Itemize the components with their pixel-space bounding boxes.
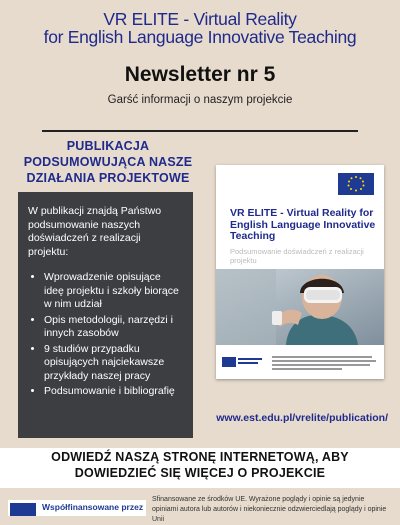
- vr-headset-photo: [216, 269, 384, 345]
- cofunded-logo-text: Współfinansowane przez: [42, 502, 144, 512]
- eu-flag-icon: [10, 503, 36, 516]
- publication-intro: W publikacji znajdą Państwo podsumowanie naszych doświadczeń z realizacji projektu:: [28, 205, 162, 258]
- cta-text: [0, 449, 400, 481]
- funding-disclaimer: Sfinansowane ze środków UE. Wyrażone poglądy i opinie są jedynie opiniami autora lub autorów i niekoniecznie odzwierciedlają poglądy i opinie Unii: [152, 496, 387, 523]
- eu-flag-icon: [338, 173, 374, 195]
- cover-footer: [222, 353, 378, 373]
- publication-link[interactable]: www.est.edu.pl/vrelite/publication/: [216, 412, 388, 424]
- project-title: [0, 10, 400, 46]
- divider-line: [42, 130, 358, 132]
- list-item: • Wprowadzenie opisujące ideę projektu i szkoły biorące w nim udział: [44, 271, 183, 312]
- publication-contents-list: [28, 271, 183, 399]
- cofunded-logo: [8, 500, 146, 516]
- eu-logo-icon: [222, 357, 262, 369]
- newsletter-heading: Newsletter nr 5: [124, 63, 276, 86]
- publication-heading-line2: PODSUMOWUJĄCA NASZE: [23, 155, 193, 169]
- cover-title: VR ELITE - Virtual Reality for English Language Innovative Teaching: [230, 207, 376, 242]
- publication-summary-box: [18, 192, 193, 438]
- publication-heading-line3: DZIAŁANIA PROJEKTOWE: [26, 171, 190, 185]
- list-item: • Podsumowanie i bibliografię: [44, 385, 183, 399]
- publication-cover-image[interactable]: [216, 165, 384, 379]
- newsletter-subtitle: Garść informacji o naszym projekcie: [107, 94, 293, 106]
- list-item: • 9 studiów przypadku opisujących najciekawsze przykłady naszej pracy: [44, 343, 183, 384]
- publication-heading-line1: PUBLIKACJA: [66, 139, 150, 153]
- project-title-line1: VR ELITE - Virtual Reality: [103, 9, 297, 29]
- list-item: • Opis metodologii, narzędzi i innych zasobów: [44, 314, 183, 341]
- cover-subtitle: Podsumowanie doświadczeń z realizacji projektu: [230, 247, 364, 265]
- publication-heading: [18, 138, 198, 186]
- project-title-line2: for English Language Innovative Teaching: [43, 27, 357, 47]
- cta-line2: DOWIEDZIEĆ SIĘ WIĘCEJ O PROJEKCIE: [74, 466, 326, 480]
- cta-line1: ODWIEDŹ NASZĄ STRONĘ INTERNETOWĄ, ABY: [51, 450, 349, 464]
